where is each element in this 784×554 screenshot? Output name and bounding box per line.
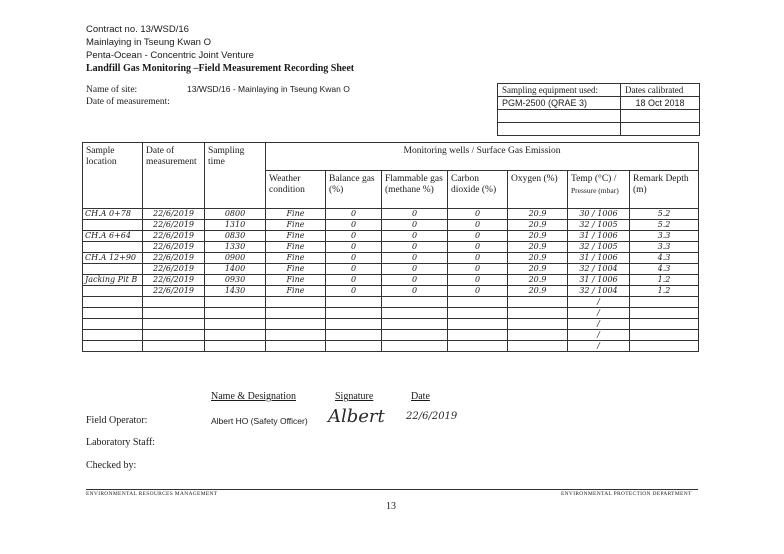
cell-co2: 0 <box>448 253 508 264</box>
cell-remark: 3.3 <box>630 242 699 253</box>
cell-remark <box>630 319 699 330</box>
checked-by-label: Checked by: <box>86 460 137 471</box>
cell-flammable: 0 <box>382 275 448 286</box>
header-time: Sampling time <box>205 143 266 209</box>
cell-balance <box>326 341 382 352</box>
calibrated-blank-cell <box>621 123 700 136</box>
cell-oxygen <box>508 297 568 308</box>
cell-date: 22/6/2019 <box>143 209 205 220</box>
table-row <box>83 330 699 341</box>
measurement-date-label: Date of measurement: <box>86 97 170 107</box>
cell-co2: 0 <box>448 264 508 275</box>
field-operator-signature: Albert <box>328 406 385 427</box>
header-block <box>86 23 354 75</box>
cell-time: 0830 <box>205 231 266 242</box>
cell-date: 22/6/2019 <box>143 242 205 253</box>
cell-balance <box>326 319 382 330</box>
cell-date <box>143 330 205 341</box>
cell-flammable: 0 <box>382 253 448 264</box>
cell-location <box>83 220 143 231</box>
table-row <box>83 275 699 286</box>
cell-location <box>83 264 143 275</box>
field-operator-name: Albert HO (Safety Officer) <box>211 416 308 426</box>
cell-location <box>83 319 143 330</box>
cell-weather: Fine <box>266 264 326 275</box>
cell-oxygen: 20.9 <box>508 275 568 286</box>
cell-oxygen: 20.9 <box>508 286 568 297</box>
cell-flammable: 0 <box>382 264 448 275</box>
header-temp: Temp (°C) / <box>571 174 617 184</box>
cell-time <box>205 308 266 319</box>
cell-location <box>83 297 143 308</box>
cell-temp: / <box>568 308 630 319</box>
cell-remark: 4.3 <box>630 264 699 275</box>
cell-oxygen: 20.9 <box>508 264 568 275</box>
table-row <box>83 253 699 264</box>
cell-date <box>143 341 205 352</box>
cell-balance: 0 <box>326 275 382 286</box>
cell-time <box>205 297 266 308</box>
footer-left: ENVIRONMENTAL RESOURCES MANAGEMENT <box>86 491 218 497</box>
cell-flammable <box>382 330 448 341</box>
cell-temp: 32 / 1005 <box>568 242 630 253</box>
cell-flammable: 0 <box>382 220 448 231</box>
equipment-header: Sampling equipment used: <box>498 84 621 97</box>
cell-co2: 0 <box>448 231 508 242</box>
header-location: Sample location <box>83 143 143 209</box>
header-co2: Carbon dioxide (%) <box>448 171 508 209</box>
cell-time <box>205 341 266 352</box>
cell-time: 1330 <box>205 242 266 253</box>
cell-temp: 31 / 1006 <box>568 231 630 242</box>
cell-temp: 31 / 1006 <box>568 253 630 264</box>
cell-flammable: 0 <box>382 242 448 253</box>
lab-staff-label: Laboratory Staff: <box>86 437 155 448</box>
cell-time: 1400 <box>205 264 266 275</box>
calibrated-value: 18 Oct 2018 <box>621 97 700 110</box>
cell-weather: Fine <box>266 209 326 220</box>
cell-temp: 32 / 1004 <box>568 286 630 297</box>
equipment-value: PGM-2500 (QRAE 3) <box>498 97 621 110</box>
table-row <box>83 308 699 319</box>
cell-flammable: 0 <box>382 231 448 242</box>
cell-weather: Fine <box>266 286 326 297</box>
cell-time: 1430 <box>205 286 266 297</box>
cell-temp: / <box>568 297 630 308</box>
cell-balance: 0 <box>326 253 382 264</box>
cell-balance: 0 <box>326 286 382 297</box>
cell-time: 0930 <box>205 275 266 286</box>
field-operator-date: 22/6/2019 <box>406 411 458 422</box>
cell-temp: 32 / 1004 <box>568 264 630 275</box>
cell-flammable <box>382 341 448 352</box>
cell-remark <box>630 297 699 308</box>
site-info <box>86 84 170 108</box>
footer-rule <box>86 489 698 490</box>
cell-balance: 0 <box>326 231 382 242</box>
cell-balance <box>326 297 382 308</box>
table-row <box>83 264 699 275</box>
cell-location: CH.A 0+78 <box>83 209 143 220</box>
cell-time <box>205 330 266 341</box>
page-number: 13 <box>386 501 396 512</box>
cell-oxygen <box>508 330 568 341</box>
cell-remark: 5.2 <box>630 209 699 220</box>
cell-oxygen <box>508 341 568 352</box>
signoff-signature-header: Signature <box>335 391 374 402</box>
cell-balance <box>326 330 382 341</box>
header-pressure: Pressure (mbar) <box>571 186 619 195</box>
cell-time: 0900 <box>205 253 266 264</box>
cell-temp: / <box>568 341 630 352</box>
cell-location <box>83 330 143 341</box>
cell-temp: 30 / 1006 <box>568 209 630 220</box>
cell-location <box>83 308 143 319</box>
cell-remark <box>630 341 699 352</box>
cell-weather <box>266 319 326 330</box>
cell-oxygen: 20.9 <box>508 220 568 231</box>
cell-co2 <box>448 297 508 308</box>
cell-remark: 4.3 <box>630 253 699 264</box>
cell-location: CH.A 12+90 <box>83 253 143 264</box>
cell-date: 22/6/2019 <box>143 253 205 264</box>
cell-weather: Fine <box>266 275 326 286</box>
table-row <box>83 242 699 253</box>
table-row <box>83 231 699 242</box>
cell-balance: 0 <box>326 220 382 231</box>
table-row <box>83 286 699 297</box>
field-operator-label: Field Operator: <box>86 415 148 426</box>
table-row <box>83 297 699 308</box>
header-oxygen: Oxygen (%) <box>508 171 568 209</box>
cell-weather <box>266 308 326 319</box>
monitoring-table <box>82 142 699 352</box>
signoff-name-header: Name & Designation <box>211 391 296 402</box>
table-row <box>83 220 699 231</box>
cell-remark: 1.2 <box>630 286 699 297</box>
header-flammable: Flammable gas (methane %) <box>382 171 448 209</box>
cell-balance: 0 <box>326 242 382 253</box>
cell-time: 0800 <box>205 209 266 220</box>
cell-remark <box>630 330 699 341</box>
cell-time <box>205 319 266 330</box>
header-date: Date of measurement <box>143 143 205 209</box>
cell-weather: Fine <box>266 242 326 253</box>
cell-balance: 0 <box>326 264 382 275</box>
cell-co2: 0 <box>448 242 508 253</box>
contract-number: Contract no. 13/WSD/16 <box>86 24 189 35</box>
table-row <box>83 319 699 330</box>
cell-flammable: 0 <box>382 209 448 220</box>
cell-remark: 3.3 <box>630 231 699 242</box>
signoff-date-header: Date <box>411 391 430 402</box>
header-remark: Remark Depth (m) <box>630 171 699 209</box>
header-balance: Balance gas (%) <box>326 171 382 209</box>
cell-oxygen: 20.9 <box>508 209 568 220</box>
header-temp-pressure <box>568 171 630 209</box>
cell-location: Jacking Pit B <box>83 275 143 286</box>
cell-co2 <box>448 330 508 341</box>
table-row <box>83 341 699 352</box>
cell-temp: 32 / 1005 <box>568 220 630 231</box>
cell-co2 <box>448 319 508 330</box>
cell-weather: Fine <box>266 220 326 231</box>
cell-balance: 0 <box>326 209 382 220</box>
header-weather: Weather condition <box>266 171 326 209</box>
cell-date <box>143 308 205 319</box>
cell-date: 22/6/2019 <box>143 220 205 231</box>
cell-co2: 0 <box>448 286 508 297</box>
cell-oxygen <box>508 319 568 330</box>
cell-location <box>83 286 143 297</box>
cell-temp: / <box>568 319 630 330</box>
cell-remark: 1.2 <box>630 275 699 286</box>
cell-location <box>83 341 143 352</box>
cell-remark: 5.2 <box>630 220 699 231</box>
site-name-value: 13/WSD/16 - Mainlaying in Tseung Kwan O <box>187 84 350 94</box>
sheet-title: Landfill Gas Monitoring –Field Measurement Recording Sheet <box>86 63 355 74</box>
cell-time: 1310 <box>205 220 266 231</box>
table-row <box>83 209 699 220</box>
cell-oxygen: 20.9 <box>508 242 568 253</box>
cell-temp: 31 / 1006 <box>568 275 630 286</box>
cell-oxygen: 20.9 <box>508 231 568 242</box>
cell-co2: 0 <box>448 220 508 231</box>
cell-co2 <box>448 308 508 319</box>
equipment-table <box>497 83 700 136</box>
calibrated-header: Dates calibrated <box>621 84 700 97</box>
cell-temp: / <box>568 330 630 341</box>
cell-date: 22/6/2019 <box>143 231 205 242</box>
cell-weather <box>266 341 326 352</box>
equipment-blank-cell <box>498 110 621 123</box>
cell-balance <box>326 308 382 319</box>
calibrated-blank-cell <box>621 110 700 123</box>
cell-weather <box>266 330 326 341</box>
cell-date: 22/6/2019 <box>143 264 205 275</box>
cell-location <box>83 242 143 253</box>
contractor-name: Penta-Ocean - Concentric Joint Venture <box>86 50 254 61</box>
cell-weather <box>266 297 326 308</box>
cell-flammable <box>382 319 448 330</box>
project-name: Mainlaying in Tseung Kwan O <box>86 37 211 48</box>
cell-date <box>143 297 205 308</box>
cell-flammable: 0 <box>382 286 448 297</box>
footer-right: ENVIRONMENTAL PROTECTION DEPARTMENT <box>561 491 692 497</box>
cell-date <box>143 319 205 330</box>
cell-date: 22/6/2019 <box>143 275 205 286</box>
cell-oxygen: 20.9 <box>508 253 568 264</box>
cell-weather: Fine <box>266 231 326 242</box>
cell-oxygen <box>508 308 568 319</box>
cell-flammable <box>382 297 448 308</box>
cell-co2 <box>448 341 508 352</box>
equipment-blank-cell <box>498 123 621 136</box>
cell-weather: Fine <box>266 253 326 264</box>
cell-location: CH.A 6+64 <box>83 231 143 242</box>
cell-flammable <box>382 308 448 319</box>
cell-date: 22/6/2019 <box>143 286 205 297</box>
cell-co2: 0 <box>448 275 508 286</box>
cell-co2: 0 <box>448 209 508 220</box>
header-group: Monitoring wells / Surface Gas Emission <box>266 143 699 171</box>
cell-remark <box>630 308 699 319</box>
site-name-label: Name of site: <box>86 85 138 95</box>
